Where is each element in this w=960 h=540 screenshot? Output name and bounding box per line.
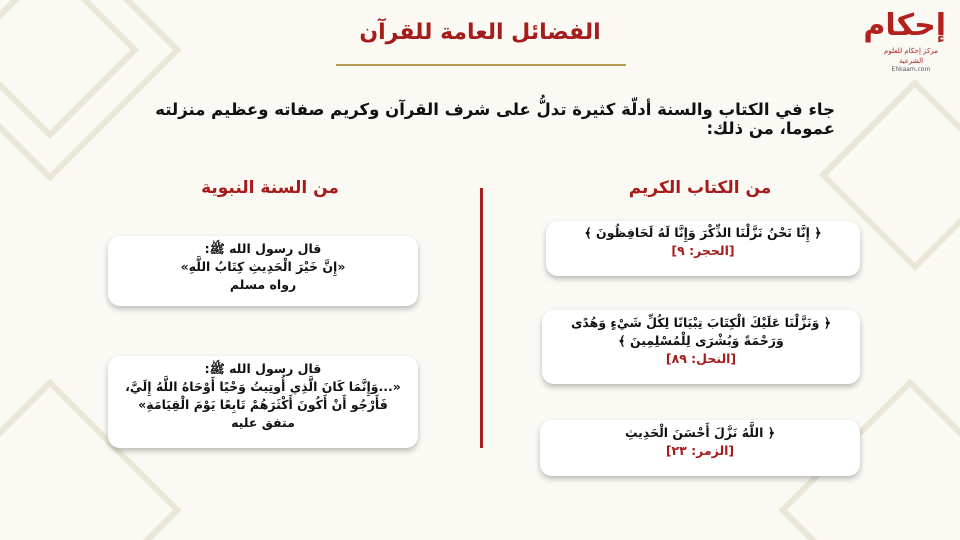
verse-reference: [الحجر: ٩]	[671, 243, 735, 258]
quran-verse-card	[540, 420, 860, 476]
verse-text: ﴿ إِنَّا نَحْنُ نَزَّلْنَا الذِّكْرَ وَإِنَّا لَهُ لَحَافِظُونَ ﴾	[584, 225, 822, 240]
verse-text: ﴿ اللَّهُ نَزَّلَ أَحْسَنَ الْحَدِيثِ	[624, 425, 776, 440]
logo-subtitle: مركز إحكام للعلوم الشرعية	[884, 47, 938, 65]
logo	[863, 6, 946, 73]
page-title: الفضائل العامة للقرآن	[359, 20, 601, 45]
title-underline	[336, 64, 626, 66]
logo-word: إحكام	[863, 8, 946, 43]
verse-reference: [النحل: ٨٩]	[665, 351, 737, 366]
hadith-text: «...وَإِنَّمَا كَانَ الَّذِي أُوتِيتُ وَحْيًا أَوْحَاهُ اللَّهُ إِلَيَّ،	[125, 379, 401, 394]
verse-reference: [الزمر: ٢٣]	[665, 443, 735, 458]
verse-text-continued: وَرَحْمَةً وَبُشْرَى لِلْمُسْلِمِينَ ﴾	[618, 333, 784, 348]
quran-verse-card	[546, 221, 860, 276]
hadith-card	[108, 236, 418, 306]
hadith-source: رواه مسلم	[229, 277, 297, 292]
hadith-card	[108, 356, 418, 448]
logo-subtitle-2: Ehkaam.com	[891, 66, 931, 73]
intro-text: جاء في الكتاب والسنة أدلّة كثيرة تدلُّ على شرف القرآن وكريم صفاته وعظيم منزلته عموما، من ذلك:	[155, 100, 835, 138]
quran-column-heading: من الكتاب الكريم	[628, 178, 772, 198]
hadith-text: «إِنَّ خَيْرَ الْحَدِيثِ كِتَابُ اللَّهِ»	[180, 259, 346, 274]
column-divider	[480, 188, 483, 448]
hadith-source: متفق عليه	[231, 415, 295, 430]
hadith-intro: قال رسول الله ﷺ:	[204, 361, 322, 376]
quran-verse-card	[542, 310, 860, 384]
hadith-text-continued: فَأَرْجُو أَنْ أَكُونَ أَكْثَرَهُمْ تَابِعًا يَوْمَ الْقِيَامَةِ»	[138, 397, 388, 412]
verse-text: ﴿ وَنَزَّلْنَا عَلَيْكَ الْكِتَابَ تِبْيَانًا لِكُلِّ شَيْءٍ وَهُدًى	[570, 315, 832, 330]
hadith-intro: قال رسول الله ﷺ:	[204, 241, 322, 256]
sunnah-column-heading: من السنة النبوية	[201, 178, 339, 198]
